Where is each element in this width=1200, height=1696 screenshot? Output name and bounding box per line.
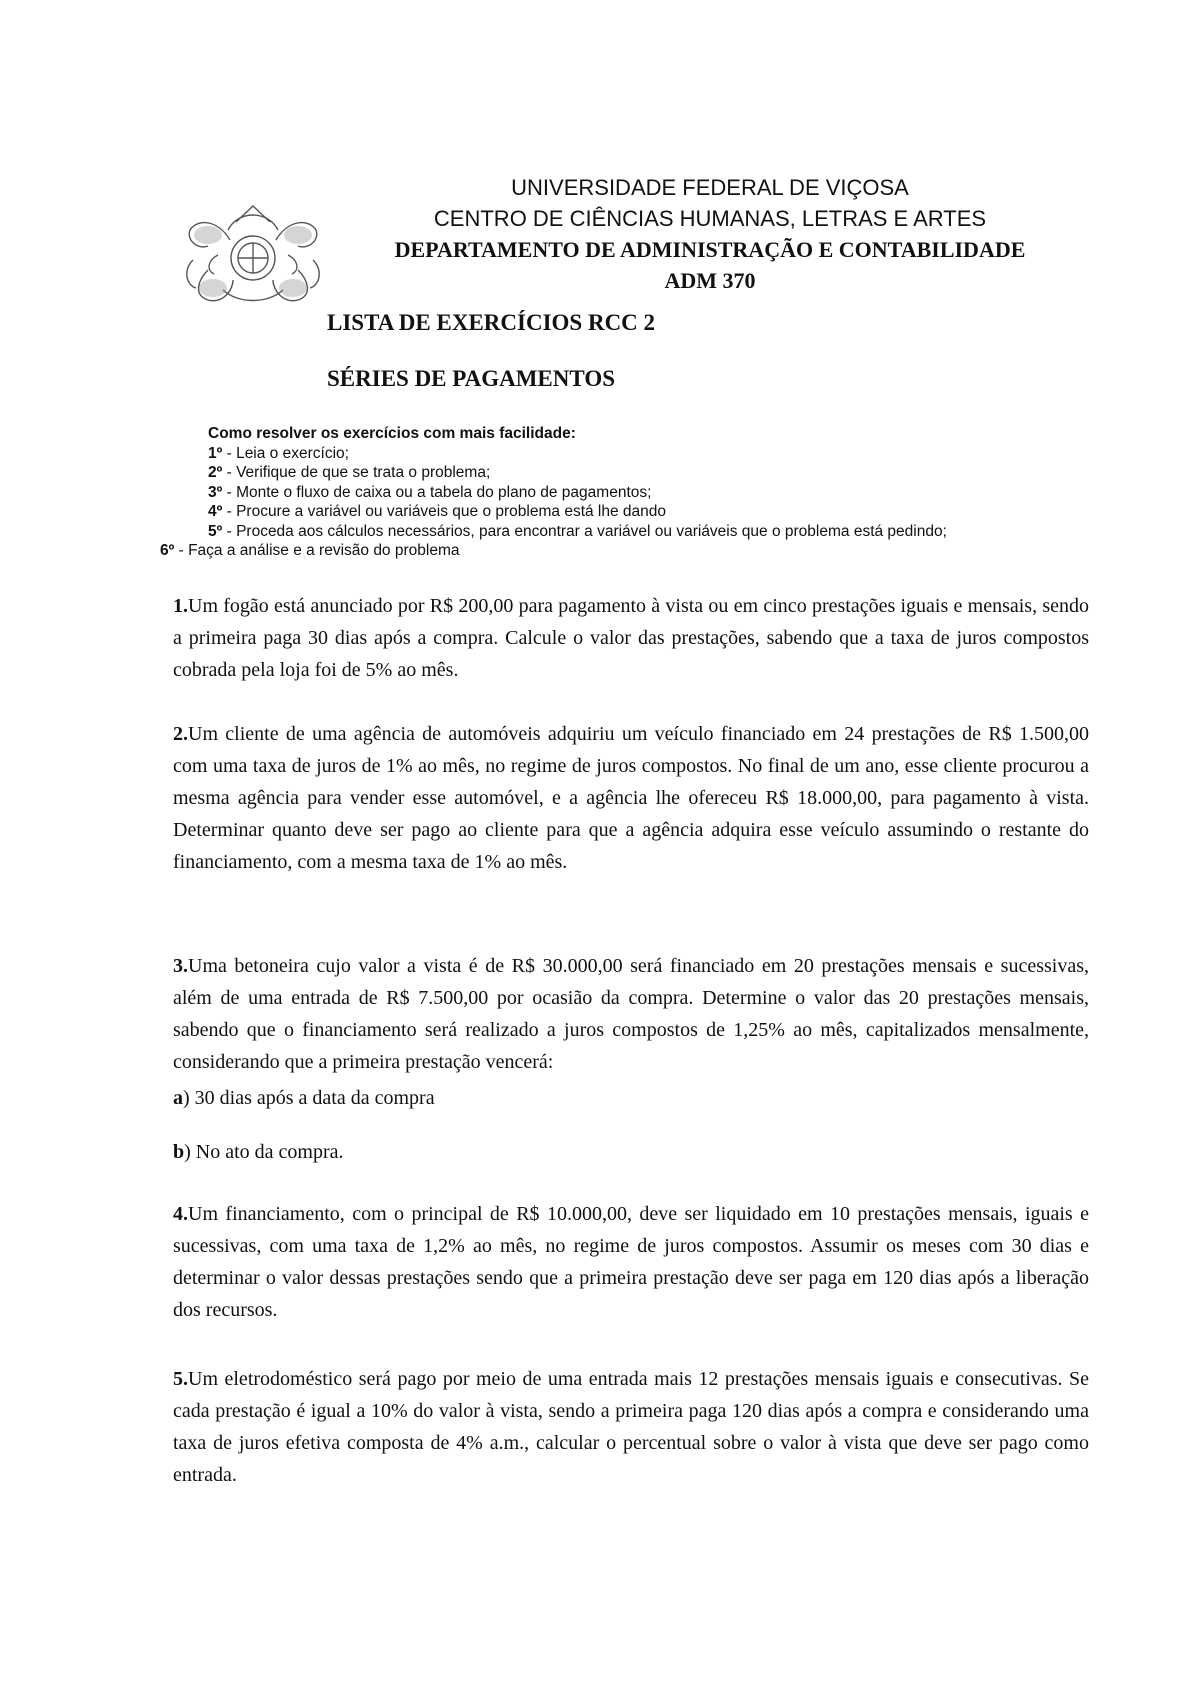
instruction-step: [160, 483, 1120, 503]
option-text: ) 30 dias após a data da compra: [183, 1087, 435, 1109]
institution-header: [360, 172, 1060, 296]
step-number: 3º: [208, 483, 223, 501]
exercise-number: 1.: [173, 595, 188, 617]
option-letter: b: [173, 1141, 185, 1163]
exercise-text: Um financiamento, com o principal de R$ 10.000,00, deve ser liquidado em 10 prestações mensais, iguais e sucessivas, com uma taxa de 1,2% ao mês, no regime de juros compostos. Assumir os meses com 30 dias e determinar o valor dessas prestações sendo que a primeira prestação deve ser paga em 120 dias após a liberação dos recursos.: [173, 1203, 1089, 1321]
step-text: - Procure a variável ou variáveis que o problema está lhe dando: [222, 503, 667, 520]
department-name: DEPARTAMENTO DE ADMINISTRAÇÃO E CONTABILIDADE: [394, 237, 1026, 262]
exercise-1: [173, 590, 1089, 686]
exercise-number: 4.: [173, 1203, 188, 1225]
step-number: 4º: [208, 503, 223, 520]
instruction-step: [160, 541, 1120, 561]
exercise-text: Uma betoneira cujo valor a vista é de R$ 30.000,00 será financiado em 20 prestações mensais e sucessivas, além de uma entrada de R$ 7.500,00 por ocasião da compra. Determine o valor das 20 prestações mensais, sabendo que o financiamento será realizado a juros compostos de 1,25% ao mês, capitalizados mensalmente, considerando que a primeira prestação vencerá:: [173, 955, 1089, 1073]
exercise-3-option-b: [173, 1136, 344, 1168]
step-number: 5º: [208, 522, 223, 540]
exercise-text: Um eletrodoméstico será pago por meio de uma entrada mais 12 prestações mensais iguais e consecutivas. Se cada prestação é igual a 10% do valor à vista, sendo a primeira paga 120 dias após a compra e considerando uma taxa de juros efetiva composta de 4% a.m., calcular o percentual sobre o valor à vista que deve ser pago como entrada.: [173, 1368, 1089, 1486]
step-text: - Faça a análise e a revisão do problema: [174, 542, 460, 559]
series-title: SÉRIES DE PAGAMENTOS: [327, 366, 615, 391]
exercise-number: 5.: [173, 1368, 188, 1390]
step-text: - Proceda aos cálculos necessários, para encontrar a variável ou variáveis que o problema está pedindo;: [222, 522, 947, 540]
step-text: - Leia o exercício;: [222, 444, 349, 462]
instructions-heading: Como resolver os exercícios com mais facilidade:: [208, 425, 576, 442]
exercise-text: Um fogão está anunciado por R$ 200,00 para pagamento à vista ou em cinco prestações iguais e mensais, sendo a primeira paga 30 dias após a compra. Calcule o valor das prestações, sabendo que a taxa de juros compostos cobrada pela loja foi de 5% ao mês.: [173, 595, 1089, 681]
university-crest-icon: [178, 200, 328, 310]
step-text: - Verifique de que se trata o problema;: [222, 464, 491, 481]
instruction-step: [160, 444, 1120, 464]
exercise-5: [173, 1363, 1089, 1491]
exercise-text: Um cliente de uma agência de automóveis adquiriu um veículo financiado em 24 prestações de R$ 1.500,00 com uma taxa de juros de 1% ao mês, no regime de juros compostos. No final de um ano, esse cliente procurou a mesma agência para vender esse automóvel, e a agência lhe ofereceu R$ 18.000,00, para pagamento à vista. Determinar quanto deve ser pago ao cliente para que a agência adquira esse veículo assumindo o restante do financiamento, com a mesma taxa de 1% ao mês.: [173, 723, 1089, 873]
instructions-block: [160, 424, 1120, 561]
instruction-step: [160, 502, 1120, 522]
exercise-3-option-a: [173, 1082, 435, 1114]
exercise-number: 2.: [173, 723, 188, 745]
instruction-step: [160, 522, 1120, 542]
exercise-number: 3.: [173, 955, 188, 977]
step-number: 2º: [208, 464, 223, 481]
center-name: CENTRO DE CIÊNCIAS HUMANAS, LETRAS E ARTES: [433, 206, 987, 231]
step-text: - Monte o fluxo de caixa ou a tabela do plano de pagamentos;: [222, 483, 652, 501]
exercise-4: [173, 1198, 1089, 1326]
step-number: 6º: [160, 542, 175, 559]
list-title: LISTA DE EXERCÍCIOS RCC 2: [327, 310, 656, 335]
option-text: ) No ato da compra.: [184, 1141, 344, 1163]
option-letter: a: [173, 1087, 183, 1109]
exercise-3: [173, 950, 1089, 1078]
course-code: ADM 370: [664, 268, 756, 293]
step-number: 1º: [208, 444, 223, 462]
university-name: UNIVERSIDADE FEDERAL DE VIÇOSA: [511, 175, 909, 200]
exercise-2: [173, 718, 1089, 878]
instruction-step: [160, 463, 1120, 483]
